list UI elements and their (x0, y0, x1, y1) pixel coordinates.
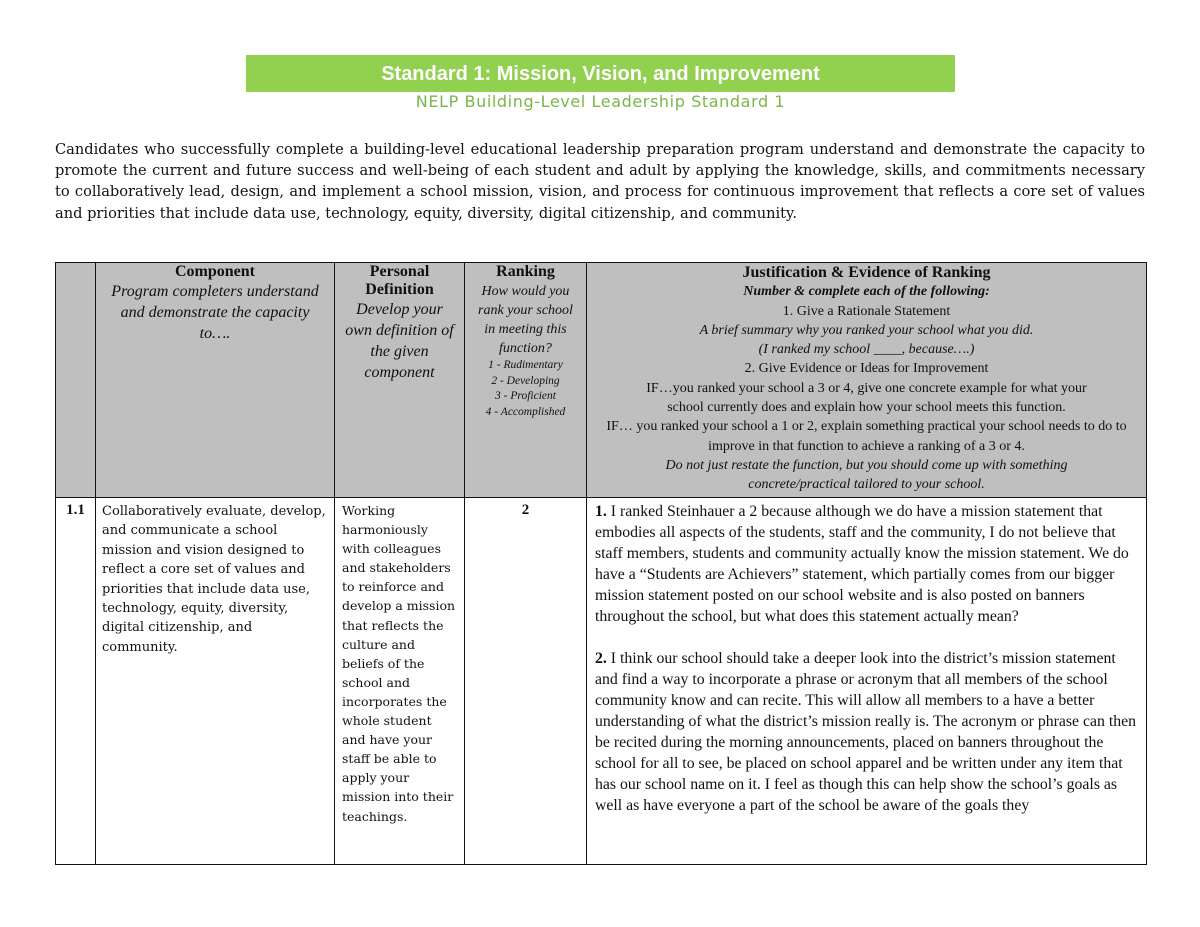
standard-table (55, 262, 1147, 865)
ranking-scale-item: 2 - Developing (491, 374, 560, 387)
justification-item-1-desc: A brief summary why you ranked your school what you did. (699, 322, 1034, 338)
header-component (96, 263, 335, 498)
header-component-desc: Program completers understand and demonstrate the capacity to…. (111, 283, 319, 342)
ranking-scale-item: 3 - Proficient (495, 390, 556, 402)
justification-paragraph-2 (595, 648, 1138, 816)
row-ranking: 2 (465, 498, 587, 865)
table-row (56, 498, 1147, 865)
header-definition (335, 263, 465, 498)
justification-item-2: 2. Give Evidence or Ideas for Improvement (744, 361, 989, 377)
paragraph-number: 2. (595, 650, 607, 667)
paragraph-text: I ranked Steinhauer a 2 because although we do have a mission statement that embodies all aspects of the students, staff and the community, I do not believe that staff members, students and community actually know the mission statement. We do have a “Students are Achievers” statement, which partially comes from our bigger mission statement posted on our school website and is also posted on banners throughout the school, but what does this statement actually mean? (595, 503, 1129, 625)
ranking-scale-item: 1 - Rudimentary (488, 359, 563, 371)
header-component-title: Component (174, 263, 255, 280)
page-subtitle: NELP Building-Level Leadership Standard 1 (415, 92, 786, 111)
table-header-row (56, 263, 1147, 498)
header-justification (587, 263, 1147, 498)
page-title: Standard 1: Mission, Vision, and Improvement (246, 55, 955, 92)
row-definition: Working harmoniously with colleagues and stakeholders to reinforce and develop a mission that reflects the culture and beliefs of the school and incorporates the whole student and have your staff be able to apply your mission into their teachings. (335, 498, 465, 865)
row-justification (587, 498, 1147, 865)
header-ranking-question: How would you rank your school in meeting this function? (478, 284, 573, 356)
justification-item-1-example: (I ranked my school ____, because….) (758, 342, 975, 358)
justification-item-1: 1. Give a Rationale Statement (782, 303, 951, 319)
justification-if-high: IF…you ranked your school a 3 or 4, give one concrete example for what your school currently does and explain how your school meets this function. (646, 380, 1087, 416)
row-number: 1.1 (56, 498, 96, 865)
justification-note: Do not just restate the function, but you should come up with something concrete/practical tailored to your school. (665, 457, 1068, 493)
intro-paragraph: Candidates who successfully complete a building-level educational leadership preparation program understand and demonstrate the capacity to promote the current and future success and well-being of each student and adult by applying the knowledge, skills, and commitments necessary to collaboratively lead, design, and implement a school mission, vision, and process for continuous improvement that reflects a core set of values and priorities that include data use, technology, equity, diversity, digital citizenship, and community. (55, 141, 1145, 222)
row-component: Collaboratively evaluate, develop, and communicate a school mission and vision designed to reflect a core set of values and priorities that include data use, technology, equity, diversity, digital citizenship, and community. (96, 498, 335, 865)
justification-paragraph-1 (595, 501, 1138, 627)
justification-if-low: IF… you ranked your school a 1 or 2, explain something practical your school needs to do to improve in that function to achieve a ranking of a 3 or 4. (606, 419, 1127, 454)
paragraph-text: I think our school should take a deeper look into the district’s mission statement and find a way to incorporate a phrase or acronym that all members of the school community know and can recite. This will allow all members to a have a better understanding of what the district’s mission really is. The acronym or phrase can then be recited during the morning announcements, placed on banners throughout the school for all to see, be placed on school apparel and be written under any item that has our school name on it. I feel as though this can help show the school’s goals as well as have everyone a part of the school be aware of the goals they (595, 650, 1137, 814)
header-number (56, 263, 96, 498)
header-justification-title: Justification & Evidence of Ranking (742, 264, 991, 281)
header-justification-instruction: Number & complete each of the following: (743, 284, 990, 300)
header-ranking-title: Ranking (496, 263, 555, 280)
header-ranking (465, 263, 587, 498)
header-definition-desc: Develop your own definition of the given component (345, 301, 454, 381)
ranking-scale-item: 4 - Accomplished (485, 405, 566, 418)
paragraph-number: 1. (595, 503, 607, 520)
header-definition-title: Personal Definition (365, 263, 434, 298)
